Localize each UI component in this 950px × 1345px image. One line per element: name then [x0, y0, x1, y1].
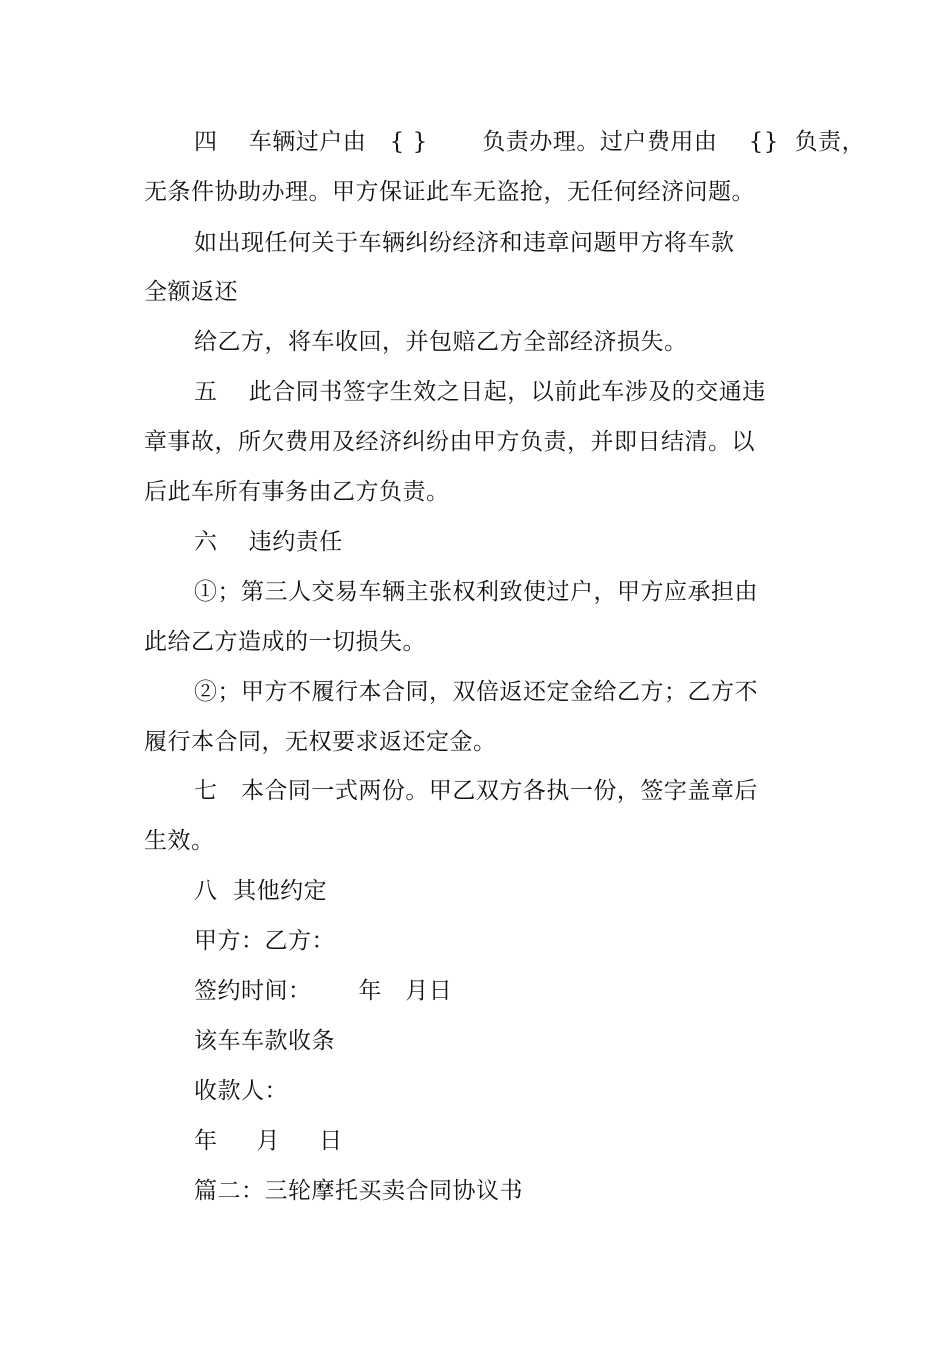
clause-6-item-1-line-1: ①；第三人交易车辆主张权利致使过户，甲方应承担由 — [194, 579, 758, 605]
clause-4-line-3: 如出现任何关于车辆纠纷经济和违章问题甲方将车款 — [194, 230, 735, 256]
receipt-date: 年 月 日 — [194, 1128, 343, 1154]
clause-4-line-4: 全额返还 — [144, 279, 238, 305]
clause-5-line-3: 后此车所有事务由乙方负责。 — [144, 479, 450, 505]
next-section-title: 篇二：三轮摩托买卖合同协议书 — [194, 1178, 523, 1204]
clause-4-line-5: 给乙方，将车收回，并包赔乙方全部经济损失。 — [194, 329, 688, 355]
receipt-title: 该车车款收条 — [194, 1028, 335, 1054]
clause-6-item-1-line-2: 此给乙方造成的一切损失。 — [144, 629, 426, 655]
clause-5-line-1: 五 此合同书签字生效之日起，以前此车涉及的交通违 — [194, 379, 766, 405]
payee-line: 收款人： — [194, 1078, 288, 1104]
clause-6-item-2-line-1: ②；甲方不履行本合同，双倍返还定金给乙方；乙方不 — [194, 679, 758, 705]
clause-6-heading: 六 违约责任 — [194, 529, 343, 555]
clause-5-line-2: 章事故，所欠费用及经济纠纷由甲方负责，并即日结清。以 — [144, 429, 755, 455]
clause-4-line-1: 四 车辆过户由 { } 负责办理。过户费用由 {} 负责， — [194, 129, 866, 155]
party-signatures: 甲方：乙方： — [194, 928, 335, 954]
signing-date: 签约时间： 年 月日 — [194, 978, 453, 1004]
clause-7-line-1: 七 本合同一式两份。甲乙双方各执一份，签字盖章后 — [194, 778, 758, 804]
clause-6-item-2-line-2: 履行本合同，无权要求返还定金。 — [144, 729, 497, 755]
clause-8-heading: 八 其他约定 — [194, 878, 328, 904]
clause-4-line-2: 无条件协助办理。甲方保证此车无盗抢，无任何经济问题。 — [144, 179, 755, 205]
clause-7-line-2: 生效。 — [144, 828, 215, 854]
